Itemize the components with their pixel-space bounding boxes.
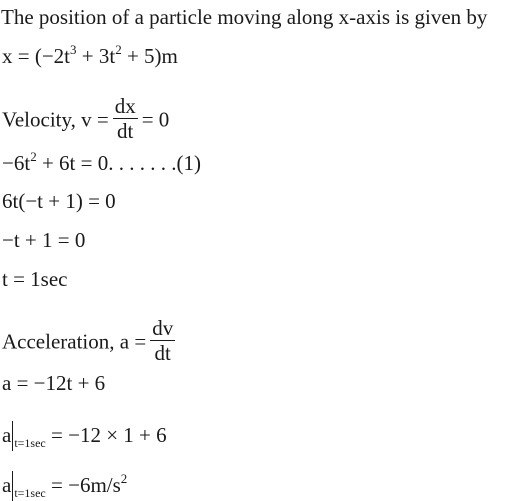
equation-5-text: a = −12t + 6 — [2, 371, 106, 395]
velocity-definition — [2, 94, 170, 146]
problem-statement — [1, 4, 487, 30]
equation-7 — [2, 471, 127, 501]
equation-6-rhs: = −12 × 1 + 6 — [45, 423, 167, 447]
acceleration-label: Acceleration, a = — [2, 329, 147, 354]
position-exponent-2: 2 — [115, 42, 122, 57]
equation-3 — [2, 227, 85, 253]
equation-4-text: t = 1sec — [2, 267, 68, 291]
velocity-numerator: dx — [114, 94, 136, 118]
equation-7-rhs: = −6m/s — [45, 473, 121, 497]
velocity-fraction — [113, 94, 138, 143]
velocity-label: Velocity, v = — [2, 107, 109, 132]
acceleration-fraction — [150, 316, 175, 365]
equation-7-subscript: t=1sec — [14, 486, 46, 500]
equation-6-subscript: t=1sec — [14, 436, 46, 450]
acceleration-numerator: dv — [152, 316, 174, 340]
velocity-rhs: = 0 — [141, 107, 170, 132]
equation-4 — [2, 266, 68, 292]
position-equation — [2, 43, 178, 69]
equation-1-exponent: 2 — [30, 149, 37, 164]
equation-1-rhs: + 6t = 0. . . . . . .(1) — [36, 151, 201, 175]
equation-7-lhs: a — [2, 473, 12, 497]
equation-6 — [2, 421, 167, 451]
intro-text: The position of a particle moving along x-axis is given by — [1, 5, 488, 29]
acceleration-denominator: dt — [154, 341, 171, 365]
position-lhs: x = (−2t — [2, 44, 71, 68]
equation-6-lhs: a — [2, 423, 12, 447]
equation-1 — [2, 150, 201, 176]
equation-5 — [2, 370, 105, 396]
equation-2 — [2, 188, 116, 214]
equation-7-exponent: 2 — [120, 471, 128, 486]
position-exponent-1: 3 — [70, 42, 77, 57]
equation-1-lhs: −6t — [2, 151, 31, 175]
position-mid: + 3t — [76, 44, 116, 68]
equation-2-text: 6t(−t + 1) = 0 — [2, 189, 116, 213]
equation-3-text: −t + 1 = 0 — [2, 228, 86, 252]
position-rhs: + 5)m — [121, 44, 178, 68]
velocity-denominator: dt — [117, 119, 134, 143]
acceleration-definition — [2, 316, 179, 368]
